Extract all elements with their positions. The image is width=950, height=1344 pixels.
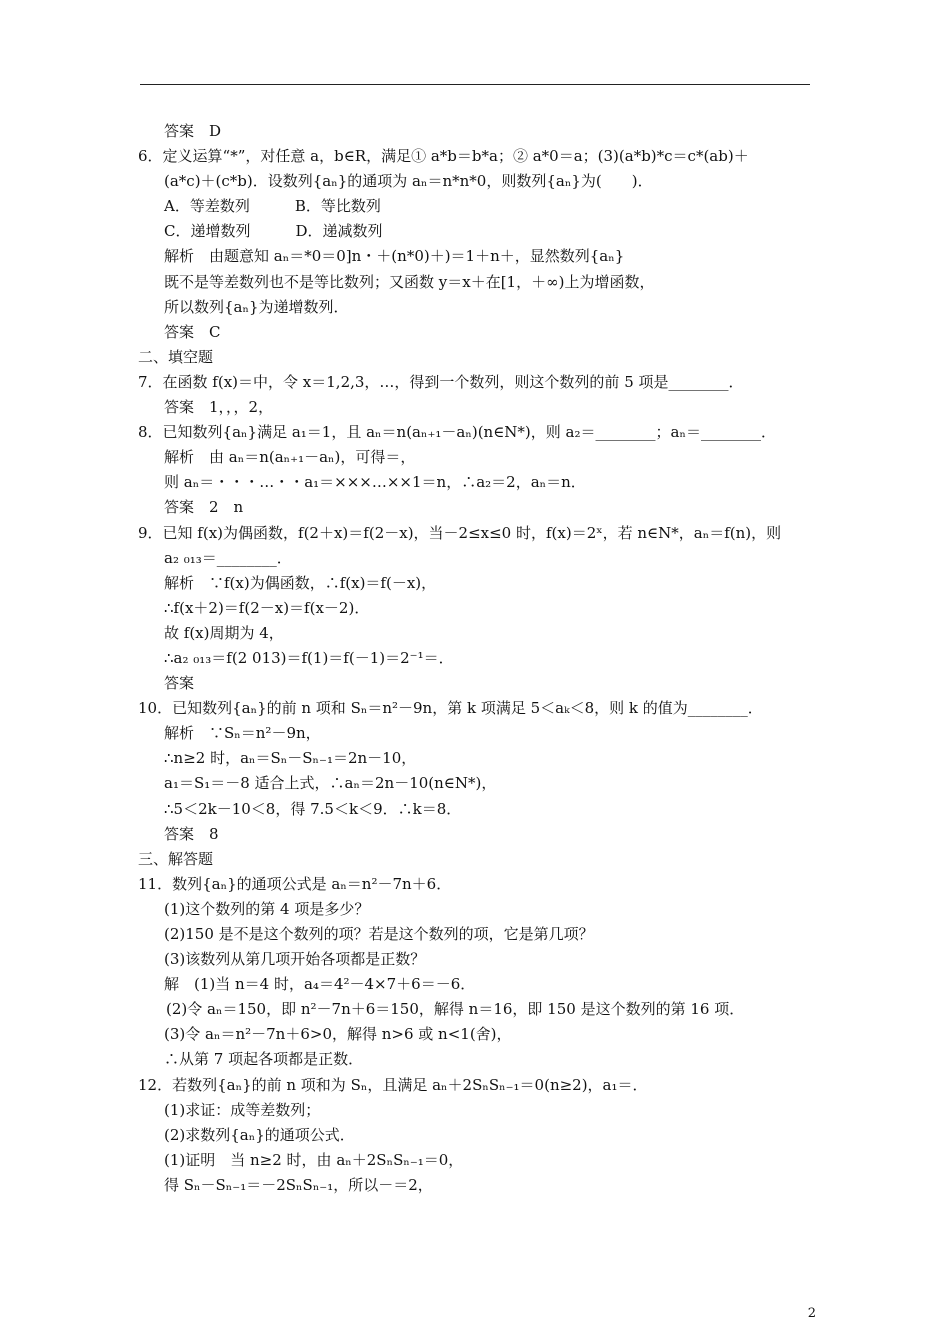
text-line: 答案 1，，，2， bbox=[164, 398, 274, 417]
text-line: ∴a₂ ₀₁₃＝f(2 013)＝f(1)＝f(－1)＝2⁻¹＝． bbox=[164, 648, 454, 667]
text-line: (2)求数列{aₙ}的通项公式． bbox=[164, 1125, 355, 1144]
text-line: 7．在函数 f(x)＝中，令 x＝1,2,3，…，得到一个数列，则这个数列的前 5 项是________． bbox=[138, 372, 744, 391]
text-line: 所以数列{aₙ}为递增数列． bbox=[164, 297, 349, 316]
text-line: 既不是等差数列也不是等比数列；又函数 y＝x＋在[1，＋∞)上为增函数， bbox=[164, 272, 655, 291]
text-line: (a*c)＋(c*b)．设数列{aₙ}的通项为 aₙ＝n*n*0，则数列{aₙ}为( )． bbox=[164, 172, 653, 191]
text-line: 解 (1)当 n＝4 时，a₄＝4²－4×7＋6＝－6． bbox=[164, 975, 476, 994]
text-line: 6．定义运算“*”，对任意 a，b∈R，满足① a*b＝b*a；② a*0＝a；(3)(a*b)*c＝c*(ab)＋ bbox=[138, 147, 749, 166]
text-line: 答案 D bbox=[164, 122, 222, 140]
text-line: (2)150 是不是这个数列的项？若是这个数列的项，它是第几项？ bbox=[164, 925, 594, 943]
text-line: (1)求证：成等差数列； bbox=[164, 1100, 321, 1119]
text-line: 10．已知数列{aₙ}的前 n 项和 Sₙ＝n²－9n，第 k 项满足 5＜aₖ＜8，则 k 的值为________． bbox=[138, 699, 763, 718]
text-line: 三、解答题 bbox=[138, 849, 214, 868]
text-line: 答案 2 n bbox=[164, 498, 244, 517]
text-line: 二、填空题 bbox=[138, 347, 214, 366]
text-line: 答案 C bbox=[164, 322, 221, 341]
text-line: 解析 由 aₙ＝n(aₙ₊₁－aₙ)，可得＝， bbox=[164, 448, 416, 467]
text-line: ∴5＜2k－10＜8，得 7.5＜k＜9．∴k＝8． bbox=[164, 799, 462, 818]
document-body bbox=[138, 119, 818, 1198]
text-line: 得 Sₙ－Sₙ₋₁＝－2SₙSₙ₋₁，所以－＝2， bbox=[164, 1175, 433, 1194]
text-line: 故 f(x)周期为 4， bbox=[164, 623, 284, 642]
text-line: 12．若数列{aₙ}的前 n 项和为 Sₙ，且满足 aₙ＋2SₙSₙ₋₁＝0(n≥2)，a₁＝． bbox=[138, 1075, 648, 1094]
text-line: 答案 8 bbox=[164, 824, 219, 843]
text-line: 9．已知 f(x)为偶函数，f(2＋x)＝f(2－x)，当－2≤x≤0 时，f(x)＝2ˣ，若 n∈N*，aₙ＝f(n)，则 bbox=[138, 523, 782, 542]
text-line: a₁＝S₁＝－8 适合上式，∴aₙ＝2n－10(n∈N*)， bbox=[164, 774, 497, 793]
text-line: (1)证明 当 n≥2 时，由 aₙ＋2SₙSₙ₋₁＝0， bbox=[164, 1150, 464, 1169]
text-line: 则 aₙ＝・・・…・・a₁＝×××…××1＝n，∴a₂＝2，aₙ＝n． bbox=[164, 473, 586, 492]
text-line: C．递增数列 D．递减数列 bbox=[164, 222, 383, 241]
text-line: ∴从第 7 项起各项都是正数． bbox=[164, 1050, 364, 1069]
text-line: (1)这个数列的第 4 项是多少？ bbox=[164, 899, 370, 918]
header-rule bbox=[140, 84, 810, 85]
text-line: (2)令 aₙ＝150，即 n²－7n＋6＝150，解得 n＝16，即 150 是这个数列的第 16 项． bbox=[166, 1000, 745, 1019]
text-line: 解析 由题意知 aₙ＝*0＝0]n・＋(n*0)＋)＝1＋n＋，显然数列{aₙ} bbox=[164, 247, 625, 266]
text-line: 解析 ∵Sₙ＝n²－9n， bbox=[164, 724, 321, 743]
text-line: (3)该数列从第几项开始各项都是正数？ bbox=[164, 950, 426, 969]
text-line: a₂ ₀₁₃＝________． bbox=[164, 548, 292, 567]
text-line: ∴n≥2 时，aₙ＝Sₙ－Sₙ₋₁＝2n－10， bbox=[164, 749, 417, 768]
text-line: ∴f(x＋2)＝f(2－x)＝f(x－2)． bbox=[164, 598, 370, 617]
text-line: (3)令 aₙ＝n²－7n＋6>0，解得 n>6 或 n<1(舍)， bbox=[164, 1025, 512, 1044]
text-line: 11．数列{aₙ}的通项公式是 aₙ＝n²－7n＋6． bbox=[138, 874, 452, 893]
text-line: 8．已知数列{aₙ}满足 a₁＝1，且 aₙ＝n(aₙ₊₁－aₙ)(n∈N*)，则 a₂＝________；aₙ＝________． bbox=[138, 423, 776, 442]
text-line: 解析 ∵f(x)为偶函数，∴f(x)＝f(－x)， bbox=[164, 573, 437, 592]
page-number: 2 bbox=[807, 1306, 816, 1321]
text-line: A．等差数列 B．等比数列 bbox=[164, 197, 381, 216]
text-line: 答案 bbox=[164, 674, 195, 693]
